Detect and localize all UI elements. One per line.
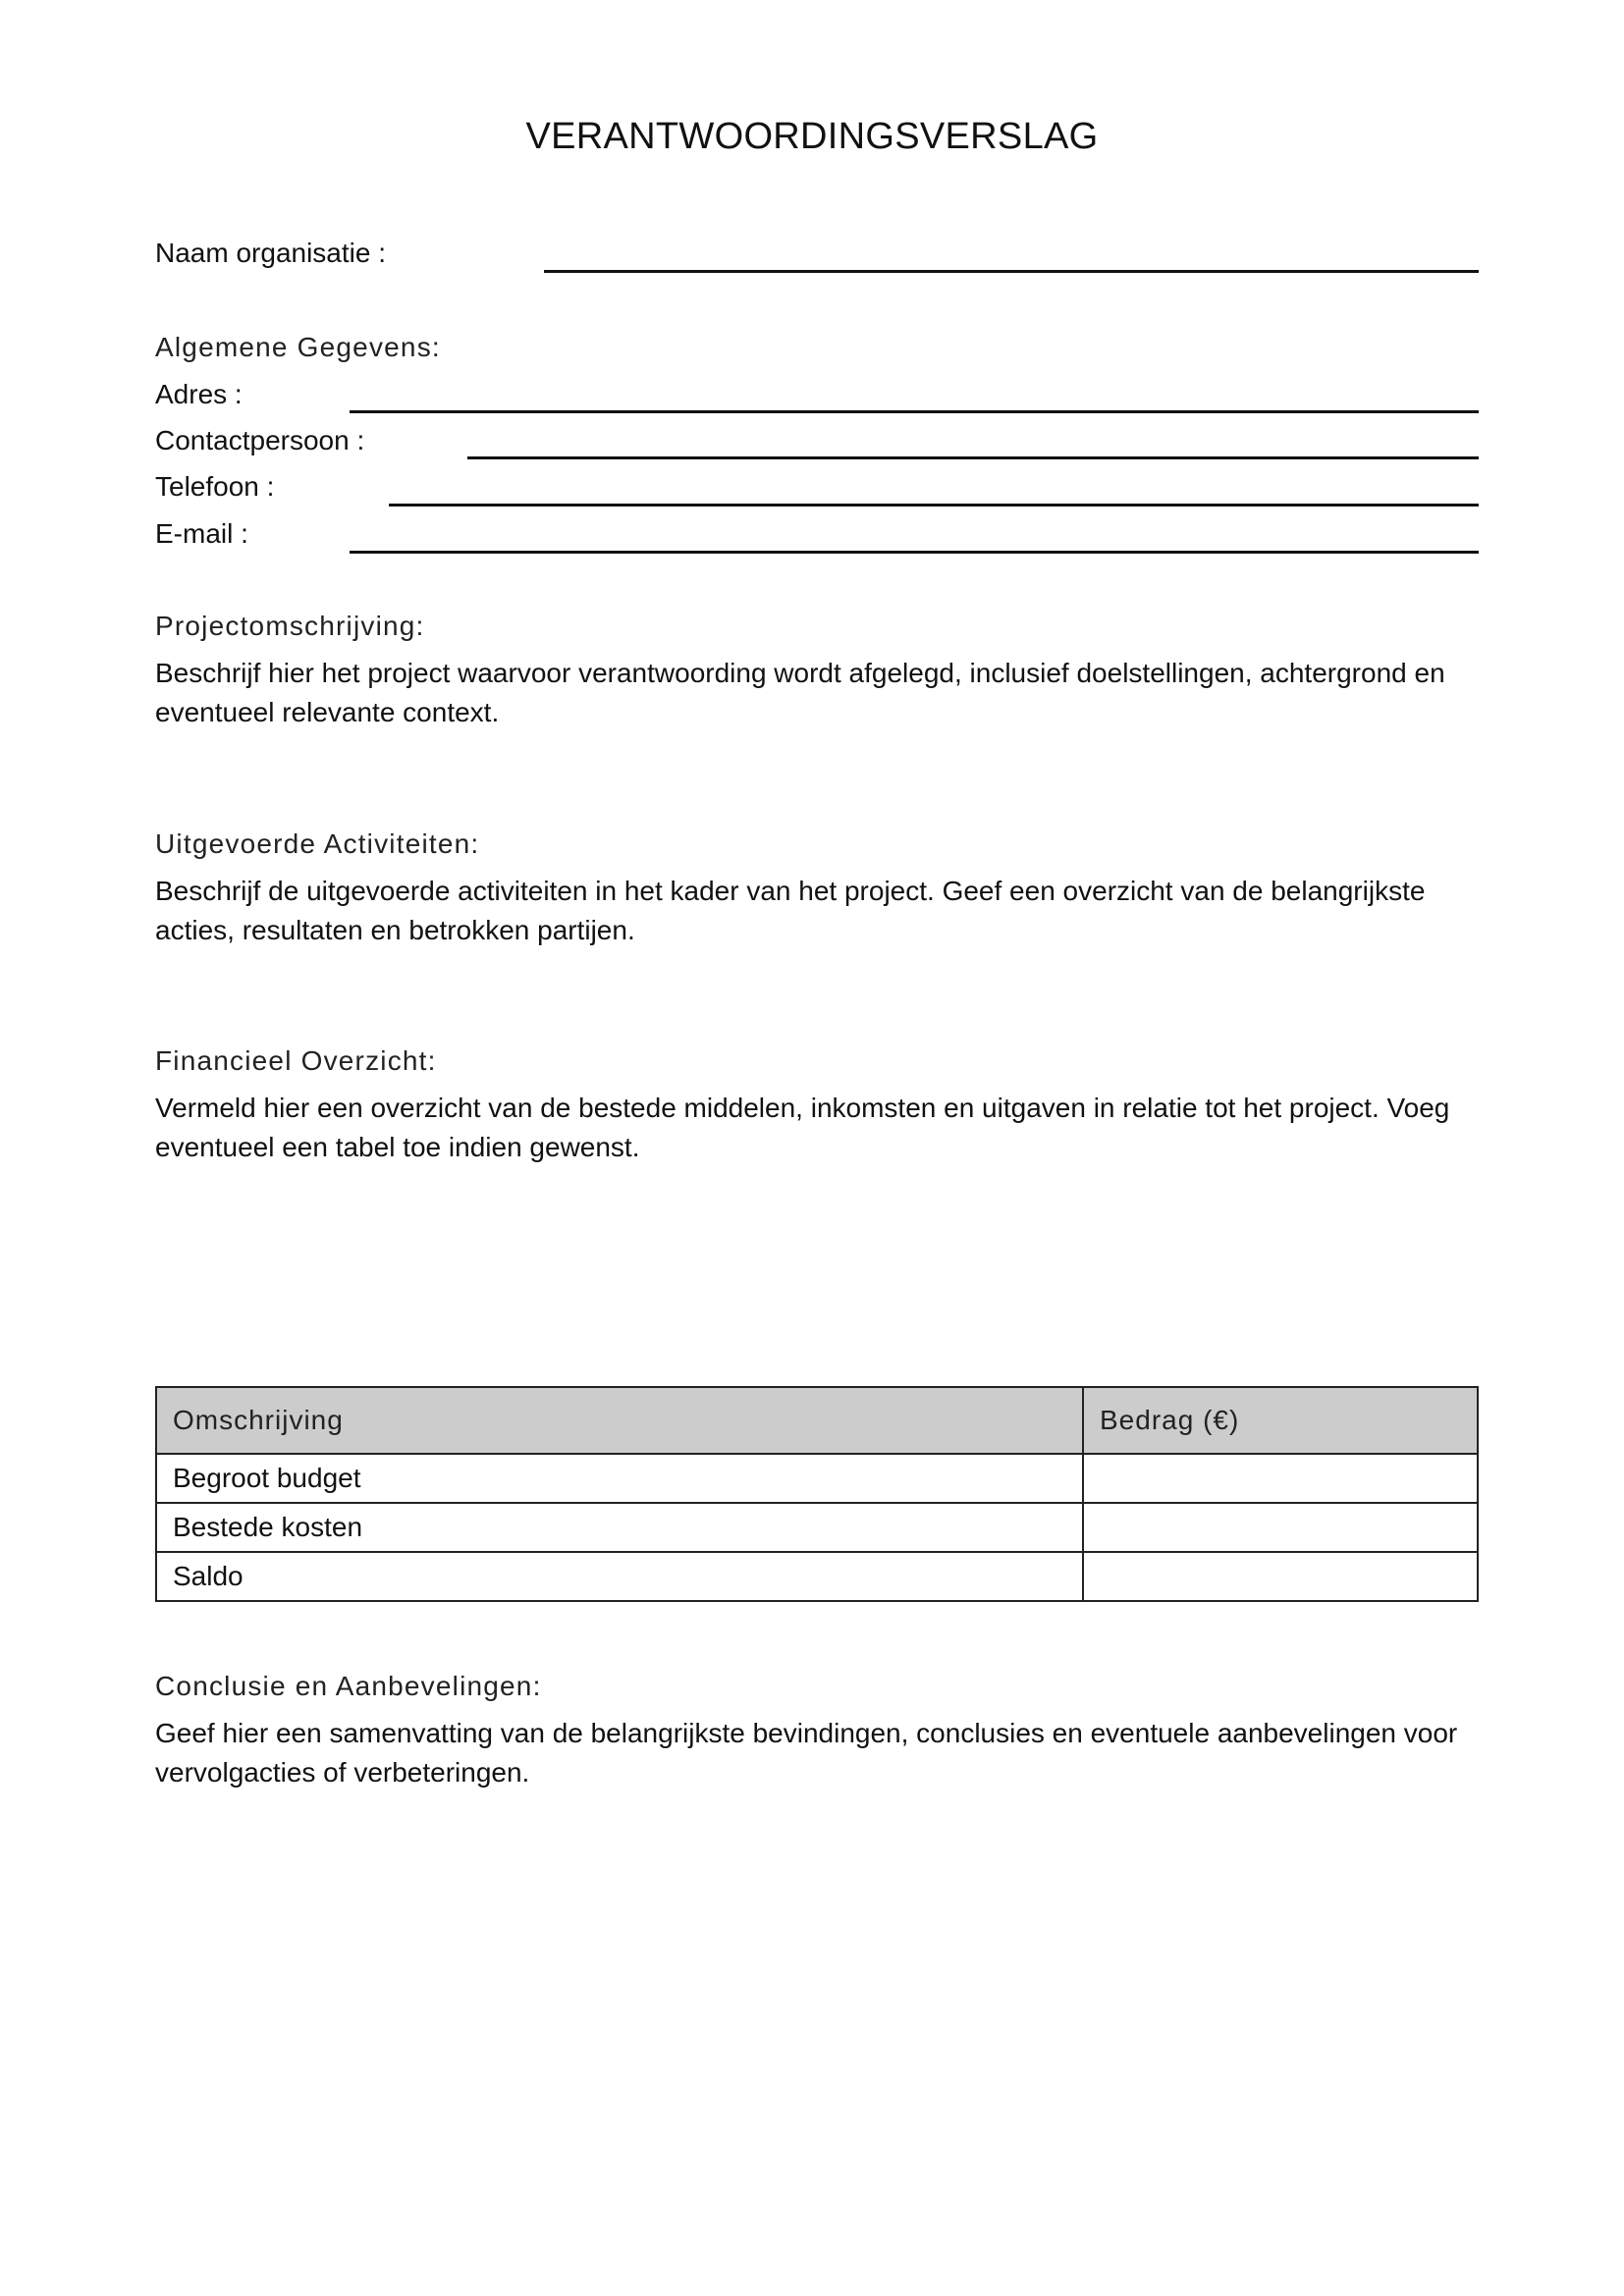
contact-person-label: Contactpersoon : (155, 425, 365, 455)
table-header-amount: Bedrag (€) (1083, 1387, 1478, 1454)
conclusion-heading: Conclusie en Aanbevelingen: (155, 1671, 542, 1701)
table-cell-description: Begroot budget (156, 1454, 1083, 1503)
table-row (156, 1552, 1478, 1601)
table-header-row (156, 1387, 1478, 1454)
general-data-heading: Algemene Gegevens: (155, 332, 441, 362)
email-label: E-mail : (155, 518, 248, 549)
table-cell-amount[interactable] (1083, 1454, 1478, 1503)
project-description-text: Beschrijf hier het project waarvoor verantwoording wordt afgelegd, inclusief doelstellingen, achtergrond en eventueel relevante context. (155, 658, 1445, 727)
activities-text: Beschrijf de uitgevoerde activiteiten in het kader van het project. Geef een overzicht van de belangrijkste acties, resultaten en betrokken partijen. (155, 876, 1426, 945)
phone-label: Telefoon : (155, 471, 275, 502)
financial-overview-text: Vermeld hier een overzicht van de bestede middelen, inkomsten en uitgaven in relatie tot het project. Voeg eventueel een tabel toe indien gewenst. (155, 1093, 1450, 1162)
table-cell-amount[interactable] (1083, 1503, 1478, 1552)
organisation-name-label: Naam organisatie : (155, 238, 387, 268)
document-title: VERANTWOORDINGSVERSLAG (525, 116, 1099, 157)
table-cell-description: Bestede kosten (156, 1503, 1083, 1552)
organisation-name-field[interactable] (544, 270, 1479, 273)
table-header-description: Omschrijving (156, 1387, 1083, 1454)
table-row (156, 1454, 1478, 1503)
address-field[interactable] (350, 410, 1479, 413)
table-row (156, 1503, 1478, 1552)
project-description-heading: Projectomschrijving: (155, 611, 425, 641)
activities-heading: Uitgevoerde Activiteiten: (155, 828, 480, 859)
email-field[interactable] (350, 551, 1479, 554)
address-label: Adres : (155, 379, 243, 409)
contact-person-field[interactable] (467, 456, 1479, 459)
table-cell-description: Saldo (156, 1552, 1083, 1601)
conclusion-text: Geef hier een samenvatting van de belangrijkste bevindingen, conclusies en eventuele aanbevelingen voor vervolgacties of verbeteringen. (155, 1718, 1458, 1788)
financial-table (155, 1386, 1479, 1602)
phone-field[interactable] (389, 504, 1479, 507)
table-cell-amount[interactable] (1083, 1552, 1478, 1601)
financial-overview-heading: Financieel Overzicht: (155, 1045, 437, 1076)
